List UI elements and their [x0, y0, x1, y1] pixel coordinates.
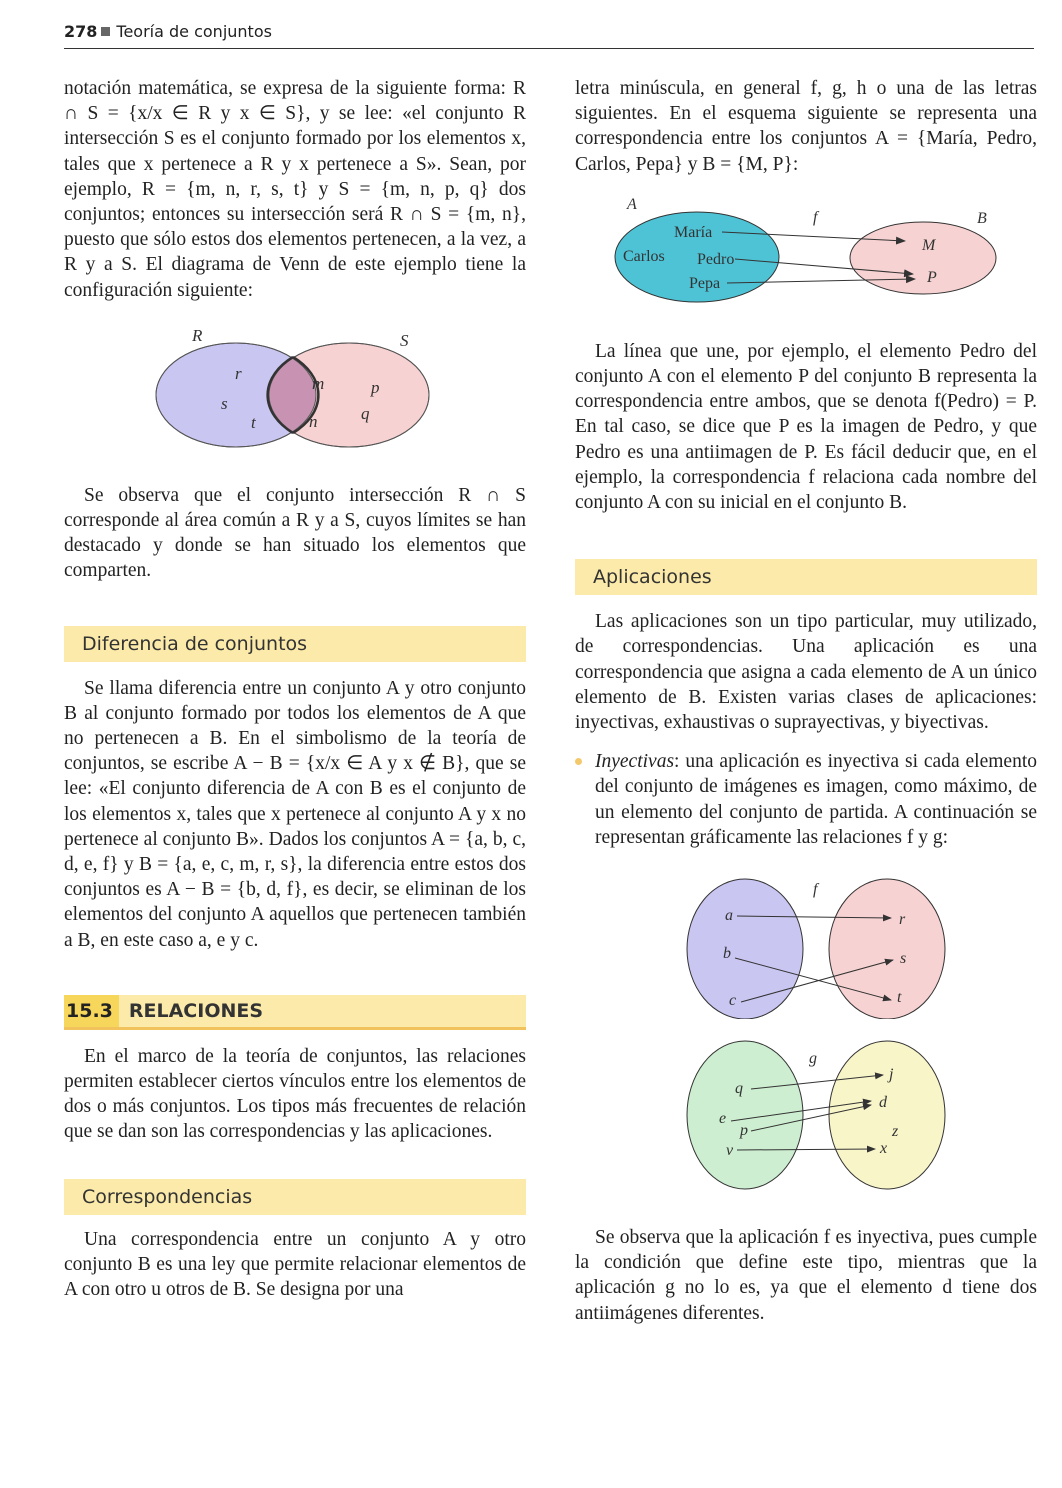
- diag-f-r: r: [899, 911, 906, 929]
- chapter-title: RELACIONES: [128, 999, 264, 1022]
- diag-g-j: j: [889, 1066, 894, 1084]
- right-paragraph-4: Se observa que la aplicación f es inyectiva, pues cumple la condición que define este tipo, mientras que la aplicación g no lo es, ya que el elemento d tiene dos antiimágenes diferentes.: [575, 1227, 1037, 1324]
- venn-label-m: m: [312, 373, 325, 393]
- diag-f-t: t: [897, 989, 902, 1007]
- right-paragraph-1: letra minúscula, en general f, g, h o una de las letras siguientes. En el esquema siguiente se representa una correspondencia entre los conjuntos A = {María, Pedro, Carlos, Pepa} y B = {M, P}:: [575, 78, 1037, 175]
- diag-g-p: p: [740, 1122, 748, 1140]
- chapter-heading: [64, 995, 526, 1030]
- diag-f-a: a: [725, 907, 733, 925]
- elem-maria: María: [674, 223, 713, 241]
- elem-carlos: Carlos: [623, 247, 665, 265]
- right-paragraph-3: Las aplicaciones son un tipo particular, muy utilizado, de correspondencias. Una aplicación es una correspondencia que asigna a cada elemento de A un único elemento de B. Existen varias clases de aplicaciones: inyectivas, exhaustivas o suprayectivas, y biyectivas.: [575, 611, 1037, 734]
- left-paragraph-3: Se llama diferencia entre un conjunto A y otro conjunto B al conjunto formado por todos los elementos de A que no pertenecen a B. En el simbolismo de la teoría de conjuntos, se escribe A − B = {x/x ∈ A y x ∉ B}, que se lee: «El conjunto diferencia de A con B es el conjunto de los elementos x, tales que x pertenece al conjunto A y x no pertenece al conjunto B». Dados los conjuntos A = {a, b, c, d, e, f} y B = {a, e, c, m, r, s}, la diferencia entre estos dos conjuntos es A − B = {b, d, f}, es decir, se eliminan de los elementos del conjunto A aquellos que pertenecen también a B, en este caso a, e y c.: [64, 677, 526, 951]
- non-injective-diagram-g: [575, 1035, 1037, 1195]
- right-column: [575, 76, 1037, 1326]
- bullet-inyectivas: [575, 749, 1037, 850]
- bullet-dot-icon: [575, 758, 582, 765]
- bullet-paragraph: [595, 749, 1037, 850]
- set-A-label: A: [627, 195, 637, 213]
- left-paragraph-5: Una correspondencia entre un conjunto A y otro conjunto B es una ley que permite relacionar elementos de A con otro u otros de B. Se designa por una: [64, 1228, 526, 1301]
- diag-g-x: x: [880, 1140, 888, 1158]
- venn-label-t: t: [251, 412, 256, 432]
- venn-label-q: q: [361, 403, 370, 423]
- diag-g-d: d: [879, 1094, 887, 1112]
- header-square-icon: [101, 27, 110, 36]
- diag-f-b: b: [723, 945, 731, 963]
- left-paragraph-1: notación matemática, se expresa de la siguiente forma: R ∩ S = {x/x ∈ R y x ∈ S}, y se lee: «el conjunto R intersección S es el conjunto formado por los elementos x, tales que x pertenece a R y x pertenece a S». Sean, por ejemplo, R = {m, n, r, s, t} y S = {m, n, p, q} dos conjuntos; entonces su intersección será R ∩ S = {m, n}, puesto que sólo estos dos elementos pertenecen, a la vez, a R y a S. El diagrama de Venn de este ejemplo tiene la configuración siguiente:: [64, 78, 526, 301]
- diag-f-label: f: [813, 881, 818, 899]
- venn-diagram: [64, 323, 526, 453]
- page-header: [64, 22, 1034, 48]
- right-paragraph-2: La línea que une, por ejemplo, el elemento Pedro del conjunto A con el elemento P del conjunto B representa la correspondencia entre ambos, que se denota f(Pedro) = P. En tal caso, se dice que P es la imagen de Pedro, y que Pedro es una antiimagen de P. Es fácil deducir que, en el ejemplo, la correspondencia f relaciona cada nombre del conjunto A con su inicial en el conjunto B.: [575, 340, 1037, 514]
- venn-label-r: r: [235, 363, 242, 383]
- elem-pepa: Pepa: [689, 274, 721, 292]
- section-aplicaciones: Aplicaciones: [575, 559, 1037, 595]
- page-number: 278: [64, 22, 98, 41]
- diag-f-c: c: [729, 992, 737, 1010]
- venn-label-s: s: [221, 393, 228, 413]
- header-title: Teoría de conjuntos: [116, 22, 272, 41]
- correspondence-diagram: [575, 191, 1037, 311]
- diag-f-s: s: [900, 950, 907, 968]
- diag-g-e: e: [719, 1110, 727, 1128]
- bullet-term: Inyectivas: [595, 751, 675, 773]
- elem-P: P: [927, 268, 937, 286]
- elem-M: M: [922, 236, 936, 254]
- diag-g-q: q: [735, 1080, 743, 1098]
- diag-g-v: v: [726, 1142, 734, 1160]
- venn-label-S: S: [400, 330, 409, 350]
- venn-label-p: p: [371, 377, 380, 397]
- set-B-label: B: [977, 209, 987, 227]
- venn-label-R: R: [192, 325, 203, 345]
- elem-pedro: Pedro: [697, 250, 735, 268]
- diag-g-z: z: [892, 1123, 899, 1141]
- bullet-text: : una aplicación es inyectiva si cada elemento del conjunto de imágenes es imagen, como máximo, de un elemento del conjunto de partida. A continuación se representan gráficamente las relaciones f y g:: [595, 751, 1037, 848]
- diag-g-label: g: [809, 1050, 817, 1068]
- chapter-number: 15.3: [64, 995, 119, 1027]
- header-rule: [64, 48, 1034, 49]
- section-diferencia: Diferencia de conjuntos: [64, 626, 526, 662]
- left-paragraph-4: En el marco de la teoría de conjuntos, las relaciones permiten establecer ciertos vínculos entre los elementos de dos o más conjuntos. Los tipos más frecuentes de relación que se dan son las correspondencias y las aplicaciones.: [64, 1045, 526, 1143]
- section-correspondencias: Correspondencias: [64, 1179, 526, 1215]
- map-f-label: f: [813, 208, 818, 226]
- injective-diagram-f: [575, 874, 1037, 1019]
- left-column: [64, 76, 526, 1302]
- left-paragraph-2: Se observa que el conjunto intersección R ∩ S corresponde al área común a R y a S, cuyos límites se han destacado y donde se han situado los elementos que comparten.: [64, 484, 526, 582]
- venn-label-n: n: [309, 411, 318, 431]
